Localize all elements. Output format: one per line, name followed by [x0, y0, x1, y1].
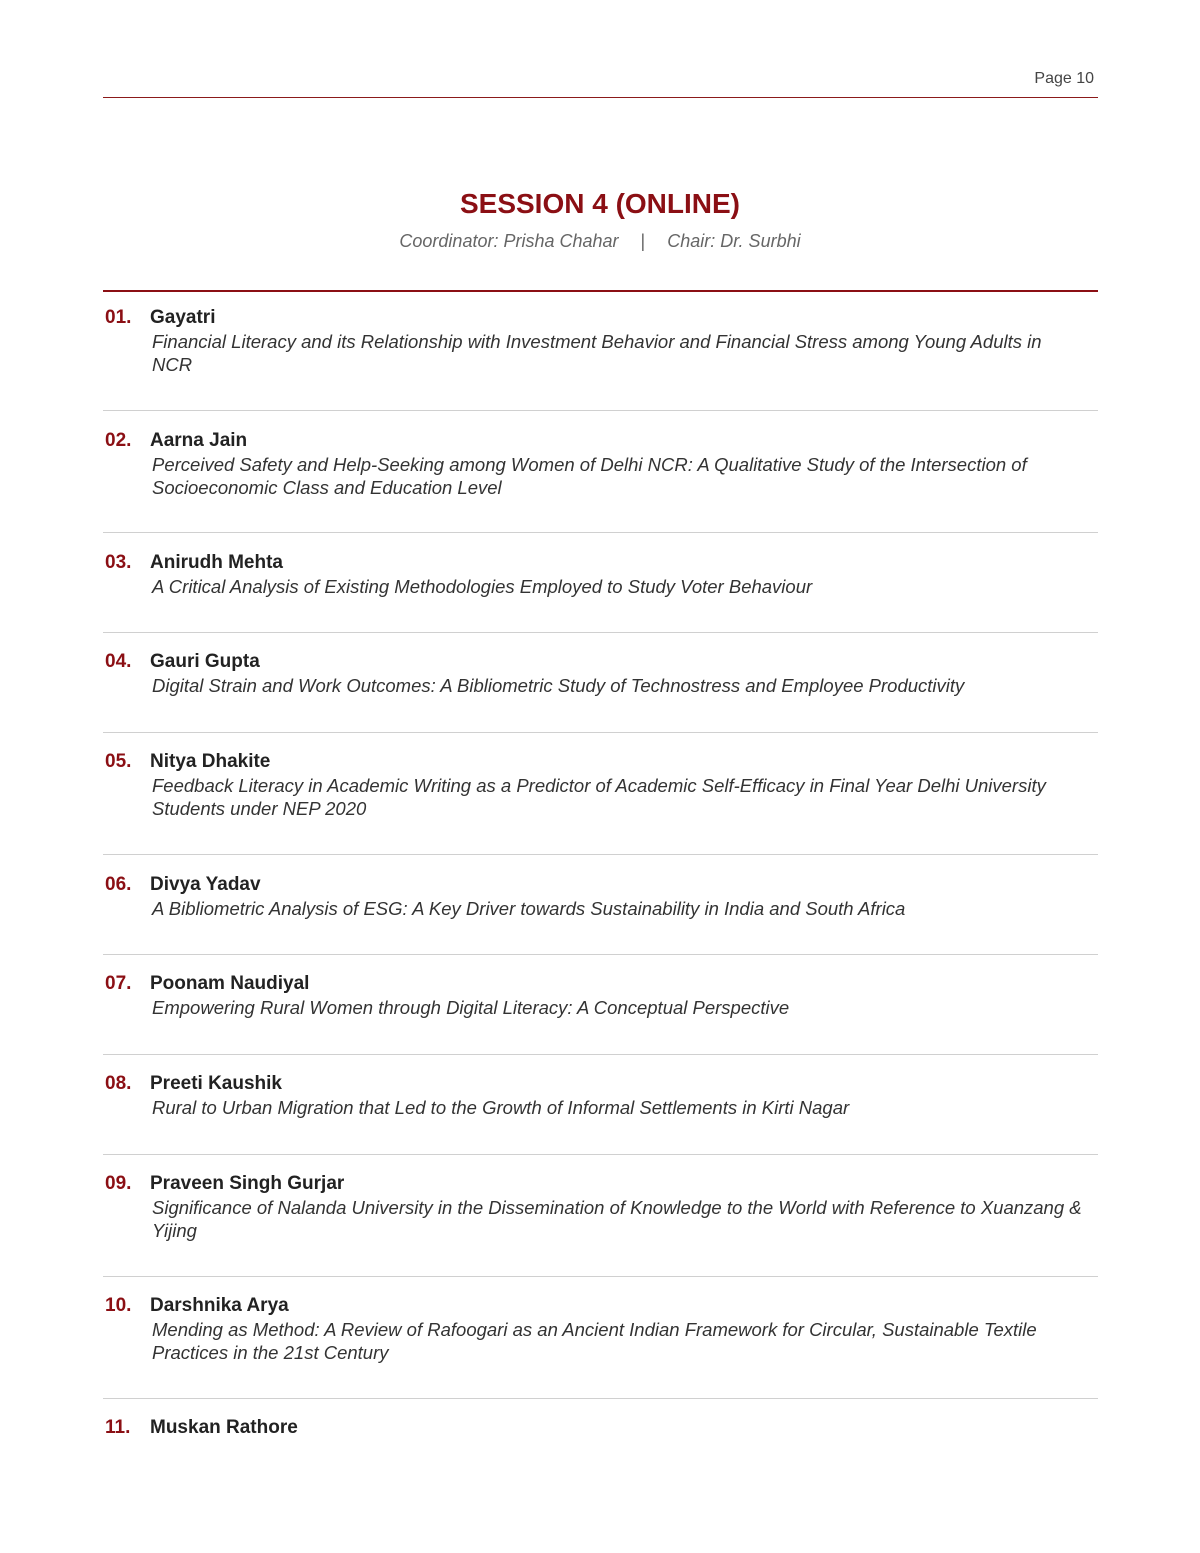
entry-paper-title: Mending as Method: A Review of Rafoogari as an Ancient Indian Framework for Circular, Sustainable Textile Practices in the 21st Century [152, 1319, 1037, 1363]
session-title: SESSION 4 (ONLINE) [459, 188, 741, 219]
entry-paper-title: Feedback Literacy in Academic Writing as a Predictor of Academic Self-Efficacy in Final Year Delhi University Students under NEP 2020 [152, 775, 1046, 819]
entry-paper-title: A Critical Analysis of Existing Methodologies Employed to Study Voter Behaviour [152, 576, 813, 597]
entry-divider [103, 1398, 1098, 1399]
entry-number: 01. [105, 307, 132, 328]
entry-author: Gayatri [150, 307, 216, 328]
entry-author: Praveen Singh Gurjar [150, 1173, 345, 1194]
list-item [103, 306, 1098, 376]
list-item [103, 429, 1098, 499]
entry-author: Poonam Naudiyal [150, 973, 310, 994]
entry-author: Nitya Dhakite [150, 751, 271, 772]
list-item [103, 1072, 1098, 1120]
entry-author: Aarna Jain [150, 430, 248, 451]
session-meta [0, 231, 1200, 252]
entry-author: Muskan Rathore [150, 1417, 298, 1438]
entry-divider [103, 1154, 1098, 1155]
entry-paper-title: Empowering Rural Women through Digital Literacy: A Conceptual Perspective [152, 997, 790, 1018]
entry-divider [103, 732, 1098, 733]
entry-number: 09. [105, 1173, 132, 1194]
list-item [103, 873, 1098, 921]
entry-divider [103, 632, 1098, 633]
entry-number: 04. [105, 651, 132, 672]
entry-divider [103, 1276, 1098, 1277]
entry-paper-title: Financial Literacy and its Relationship with Investment Behavior and Financial Stress among Young Adults in NCR [152, 331, 1042, 375]
entry-number: 08. [105, 1073, 132, 1094]
entry-author: Divya Yadav [150, 874, 261, 895]
list-item [103, 1172, 1098, 1242]
entry-paper-title: Rural to Urban Migration that Led to the Growth of Informal Settlements in Kirti Nagar [152, 1097, 850, 1118]
list-item [103, 750, 1098, 820]
entry-author: Gauri Gupta [150, 651, 260, 672]
entry-number: 10. [105, 1295, 132, 1316]
entry-author: Preeti Kaushik [150, 1073, 282, 1094]
top-divider [103, 97, 1098, 98]
entry-author: Anirudh Mehta [150, 552, 283, 573]
session-coordinator: Coordinator: Prisha Chahar [399, 231, 619, 251]
list-item [103, 650, 1098, 698]
entry-paper-title: Digital Strain and Work Outcomes: A Bibliometric Study of Technostress and Employee Productivity [152, 675, 965, 696]
session-chair: Chair: Dr. Surbhi [667, 231, 801, 251]
entry-number: 03. [105, 552, 132, 573]
entry-paper-title: A Bibliometric Analysis of ESG: A Key Driver towards Sustainability in India and South Africa [152, 898, 906, 919]
entry-divider [103, 532, 1098, 533]
list-item [103, 972, 1098, 1020]
entry-number: 05. [105, 751, 132, 772]
list-item [103, 1294, 1098, 1364]
page-number: Page 10 [1034, 70, 1094, 87]
entry-divider [103, 1054, 1098, 1055]
session-meta-separator: | [640, 231, 646, 251]
entry-divider [103, 410, 1098, 411]
entry-number: 07. [105, 973, 132, 994]
header-divider [103, 290, 1098, 292]
entry-paper-title: Perceived Safety and Help-Seeking among Women of Delhi NCR: A Qualitative Study of the Intersection of Socioeconomic Class and Education Level [152, 454, 1027, 498]
entry-paper-title: Significance of Nalanda University in the Dissemination of Knowledge to the World with Reference to Xuanzang & Yijing [152, 1197, 1082, 1241]
list-item [103, 551, 1098, 599]
entry-number: 11. [105, 1417, 131, 1438]
entry-number: 06. [105, 874, 132, 895]
entry-divider [103, 854, 1098, 855]
entry-author: Darshnika Arya [150, 1295, 289, 1316]
list-item [103, 1416, 1098, 1440]
entry-divider [103, 954, 1098, 955]
entry-number: 02. [105, 430, 132, 451]
